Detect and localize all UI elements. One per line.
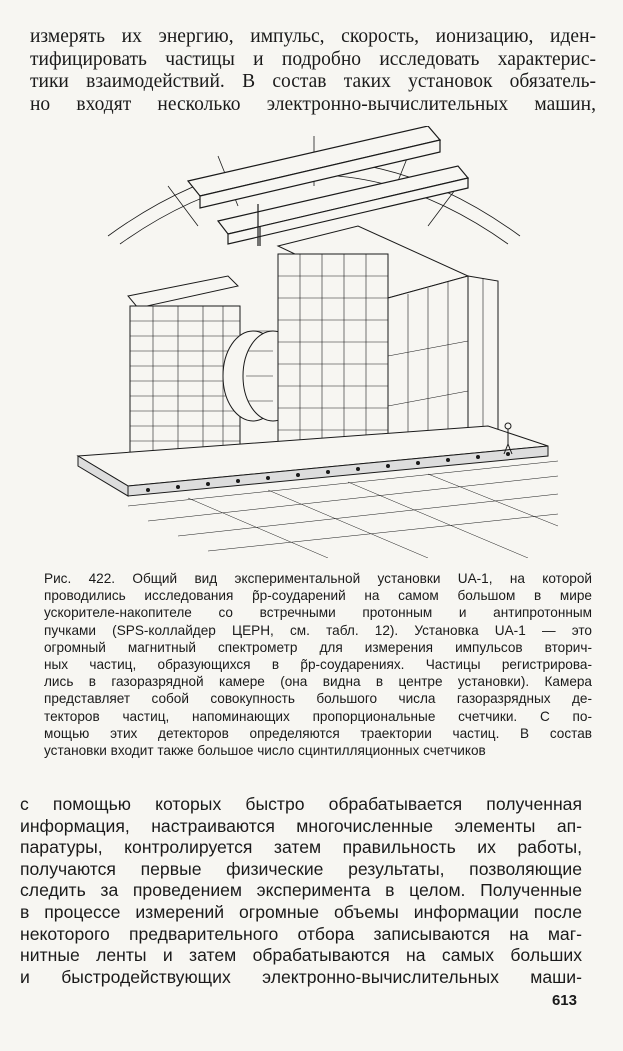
- text-line: с помощью которых быстро обрабатывается полученная: [20, 794, 582, 814]
- text-line: получаются первые физические результаты, позволяющие: [20, 858, 582, 879]
- back-wall: [468, 276, 498, 446]
- text-line: тифицировать частицы и подробно исследовать характерис-: [30, 48, 596, 70]
- text-line: тики взаимодействий. В состав таких установок обязатель-: [30, 71, 596, 92]
- caption-line: представляет собой совокупность большого числа газоразрядных де-: [44, 691, 592, 707]
- text-line: паратуры, контролируется затем правильность их работы,: [20, 837, 582, 858]
- right-detector-block: [278, 226, 468, 456]
- figure-caption: [44, 570, 592, 759]
- text-line: нитные ленты и затем обрабатываются на самых больших: [20, 945, 582, 966]
- crane-beams: [188, 126, 468, 246]
- caption-line: ных частиц, образующихся в p̃p-соударениях. Частицы регистрирова-: [44, 657, 592, 673]
- caption-line: проводились исследования p̃p-соударений на самом большом в мире: [44, 588, 592, 604]
- caption-line: установки входит также большое число сцинтилляционных счетчиков: [44, 743, 486, 759]
- bottom-paragraph: [20, 794, 582, 988]
- text-line: но входят несколько электронно-вычислительных машин,: [30, 93, 596, 115]
- caption-line: ускорителе-накопителе со встречными протонным и антипротонным: [44, 605, 592, 621]
- caption-line: пучками (SPS-коллайдер ЦЕРН, см. табл. 12). Установка UA-1 — это: [44, 622, 592, 638]
- caption-line: мощью этих детекторов определяются траектории частиц. В состав: [44, 725, 592, 741]
- text-line: в процессе измерений огромные объемы информации после: [20, 901, 582, 922]
- text-line: измерять их энергию, импульс, скорость, ионизацию, иден-: [30, 26, 596, 47]
- text-line: информация, настраиваются многочисленные элементы ап-: [20, 815, 582, 836]
- page-number: 613: [551, 992, 577, 1009]
- caption-line: Рис. 422. Общий вид экспериментальной установки UA-1, на которой: [44, 571, 592, 586]
- top-paragraph: [30, 26, 596, 116]
- caption-line: огромный магнитный спектрометр для измерения импульсов вторич-: [44, 639, 592, 655]
- text-line: и быстродействующих электронно-вычислительных маши-: [20, 966, 582, 987]
- caption-line: лись в газоразрядной камере (она видна в центре установки). Камера: [44, 674, 592, 690]
- text-line: следить за проведением эксперимента в целом. Полученные: [20, 880, 582, 901]
- detector-illustration: [68, 126, 560, 558]
- caption-line: текторов частиц, напоминающих пропорциональные счетчики. С по-: [44, 708, 592, 724]
- text-line: некоторого предварительного отбора записываются на маг-: [20, 923, 582, 944]
